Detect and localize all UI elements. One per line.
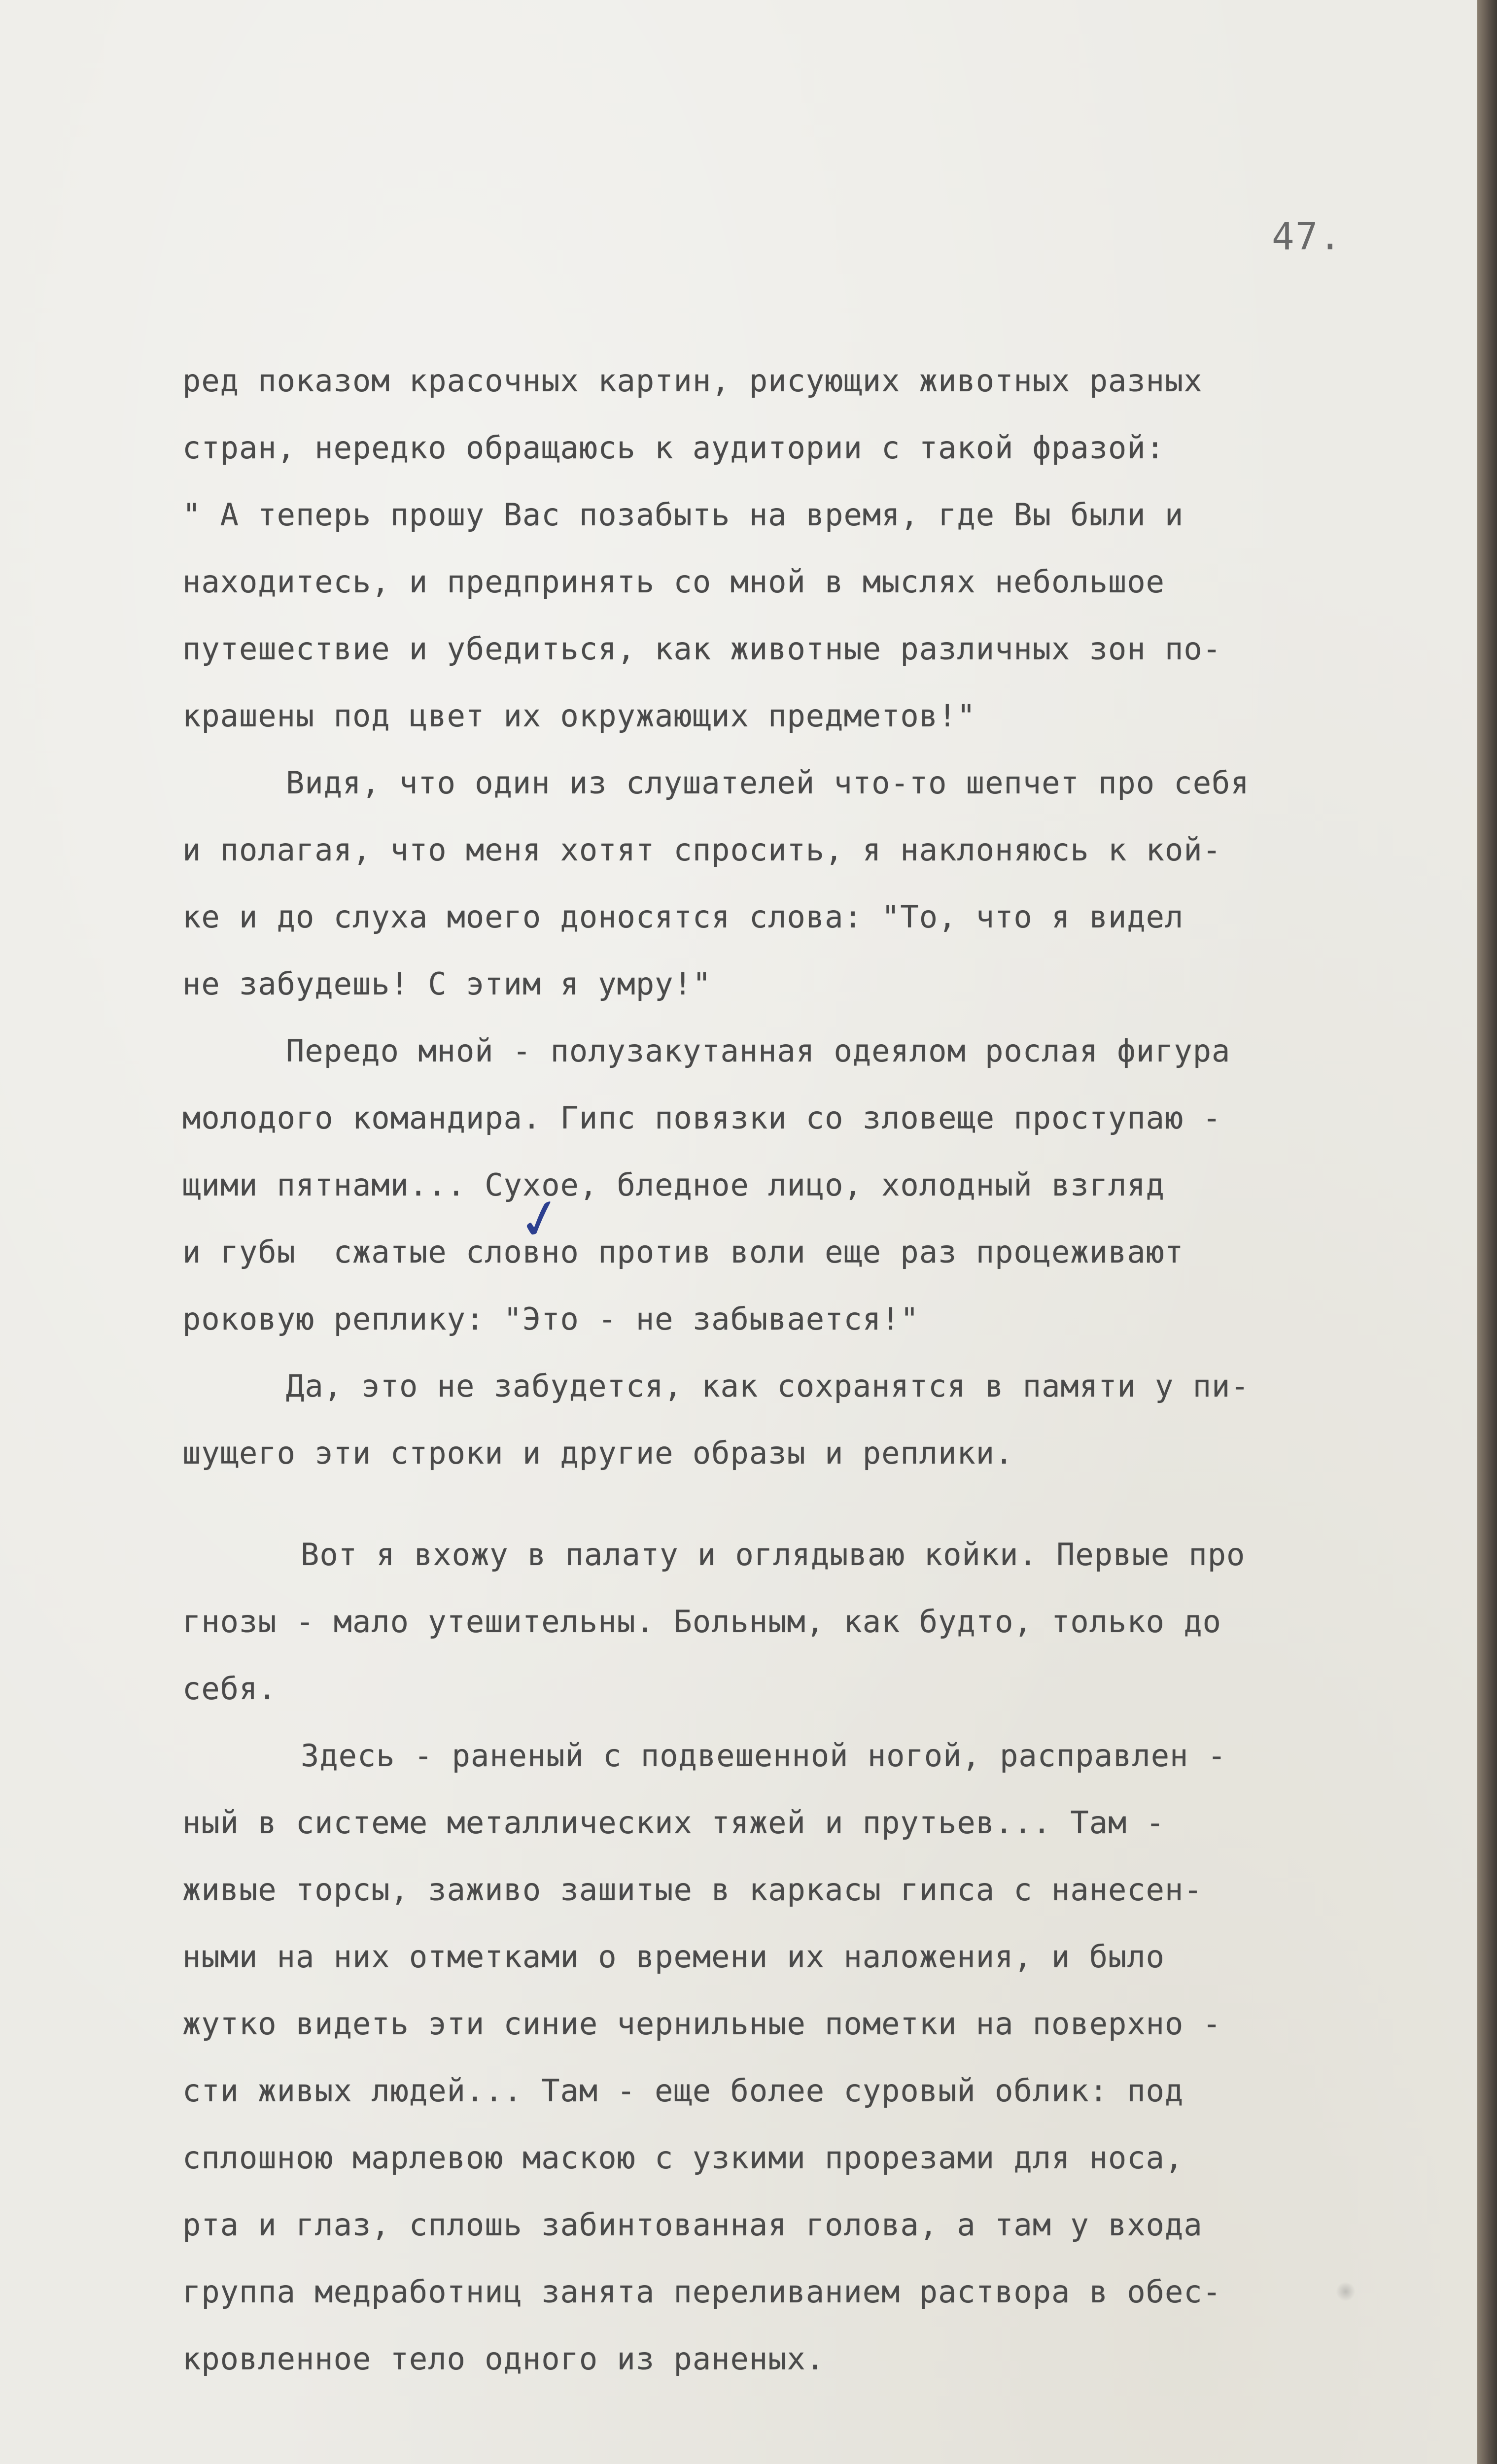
text-line: не забудешь! С этим я умру!"	[182, 966, 712, 1002]
text-line: находитесь, и предпринять со мной в мыслях небольшое	[182, 564, 1165, 600]
text-line: Да, это не забудется, как сохранятся в памяти у пи-	[286, 1368, 1250, 1404]
text-line: Передо мной - полузакутанная одеялом рослая фигура	[286, 1033, 1231, 1069]
text-line: Вот я вхожу в палату и оглядываю койки. Первые про	[301, 1537, 1246, 1573]
text-line: " А теперь прошу Вас позабыть на время, где Вы были и	[182, 497, 1184, 533]
text-line: щими пятнами... Сухое, бледное лицо, холодный взгляд	[182, 1167, 1165, 1203]
text-line: ными на них отметками о времени их наложения, и было	[182, 1939, 1165, 1975]
typed-text-body	[182, 347, 1405, 2393]
text-line: и полагая, что меня хотят спросить, я наклоняюсь к кой-	[182, 832, 1221, 868]
text-line: сти живых людей... Там - еще более суровый облик: под	[182, 2073, 1184, 2109]
ink-smudge	[1336, 2282, 1356, 2301]
text-line: стран, нередко обращаюсь к аудитории с такой фразой:	[182, 430, 1165, 466]
text-line: путешествие и убедиться, как животные различных зон по-	[182, 631, 1221, 667]
text-line: жутко видеть эти синие чернильные пометки на поверхно -	[182, 2006, 1221, 2042]
text-line: гнозы - мало утешительны. Больным, как будто, только до	[182, 1604, 1221, 1640]
text-line: роковую реплику: "Это - не забывается!"	[182, 1301, 919, 1337]
text-line: себя.	[182, 1671, 277, 1707]
text-line: Здесь - раненый с подвешенной ногой, расправлен -	[301, 1738, 1227, 1774]
text-line: шущего эти строки и другие образы и реплики.	[182, 1435, 1014, 1471]
text-line: группа медработниц занята переливанием раствора в обес-	[182, 2274, 1221, 2310]
text-line: молодого командира. Гипс повязки со зловеще проступаю -	[182, 1100, 1221, 1136]
paragraph-gap	[182, 1487, 1405, 1521]
text-line: Видя, что один из слушателей что-то шепчет про себя	[286, 765, 1250, 801]
text-line: рта и глаз, сплошь забинтованная голова, а там у входа	[182, 2207, 1203, 2243]
text-line: ке и до слуха моего доносятся слова: "То, что я видел	[182, 899, 1184, 935]
page-number: 47.	[1272, 214, 1343, 258]
text-line: крашены под цвет их окружающих предметов!"	[182, 698, 976, 734]
text-line: кровленное тело одного из раненых.	[182, 2341, 825, 2377]
text-line: и губы сжатые словно против воли еще раз процеживают	[182, 1234, 1184, 1270]
text-line: сплошною марлевою маскою с узкими прорезами для носа,	[182, 2140, 1184, 2176]
text-line: ред показом красочных картин, рисующих животных разных	[182, 363, 1203, 399]
text-line: ный в системе металлических тяжей и прутьев... Там -	[182, 1805, 1165, 1841]
binder-edge	[1477, 0, 1497, 2464]
handwritten-check-mark: ✓	[511, 1183, 569, 1255]
text-line: живые торсы, заживо зашитые в каркасы гипса с нанесен-	[182, 1872, 1203, 1908]
